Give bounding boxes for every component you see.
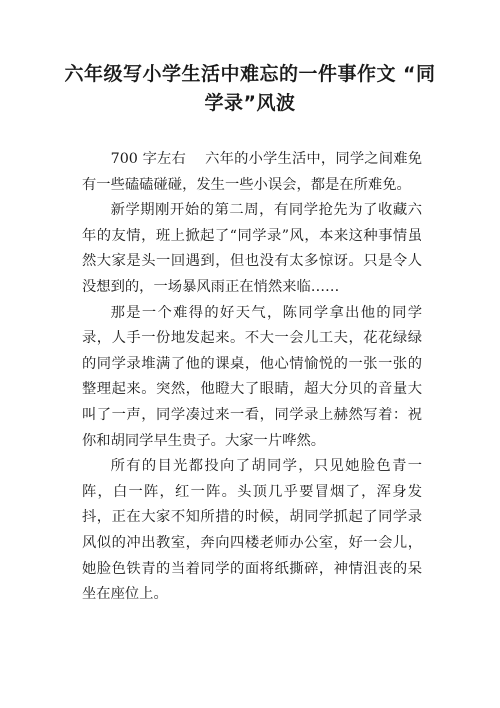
paragraph: 所有的目光都投向了胡同学，只见她脸色青一阵，白一阵，红一阵。头顶几乎要冒烟了，浑身发抖，正在大家不知所措的时候，胡同学抓起了同学录风似的冲出教室，奔向四楼老师办公室，好一会儿，她脸色铁青的当着同学的面将纸撕碎，神情沮丧的呆坐在座位上。 xyxy=(82,458,422,603)
paragraph: 700 字左右 六年的小学生活中，同学之间难免有一些磕磕碰碰，发生一些小误会，都是在所难免。 xyxy=(82,151,422,193)
paragraph: 新学期刚开始的第二周，有同学抢先为了收藏六年的友情，班上掀起了“同学录”风，本来这种事情虽然大家是头一回遇到，但也没有太多惊讶。只是令人没想到的，一场暴风雨正在悄然来临…… xyxy=(82,202,422,295)
document-title: 六年级写小学生活中难忘的一件事作文 “同学录”风波 xyxy=(64,63,436,114)
paragraph: 那是一个难得的好天气，陈同学拿出他的同学录，人手一份地发起来。不大一会儿工夫，花花绿绿的同学录堆满了他的课桌，他心情愉悦的一张一张的整理起来。突然，他瞪大了眼睛，超大分贝的音量大叫了一声，同学凑过来一看，同学录上赫然写着：祝你和胡同学早生贵子。大家一片哗然。 xyxy=(82,304,422,449)
document-body xyxy=(82,147,422,608)
